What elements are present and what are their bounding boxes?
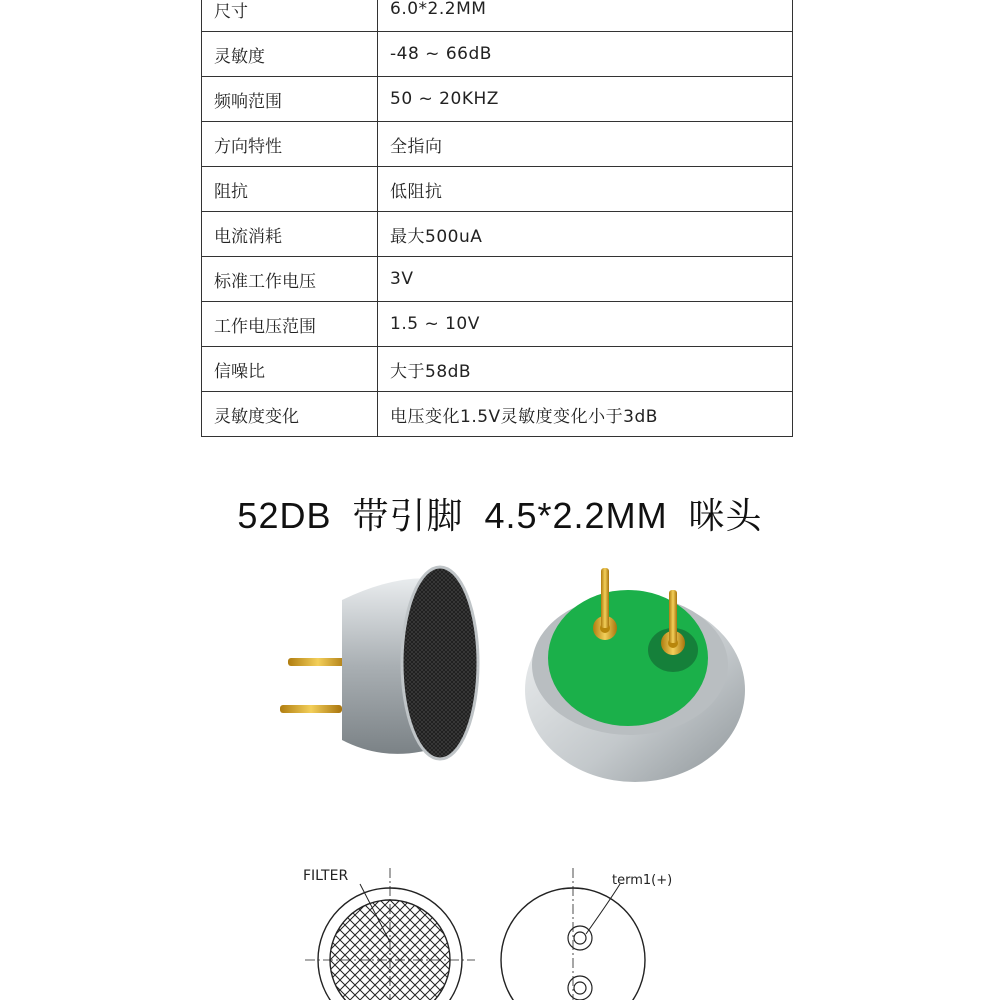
microphone-photo — [240, 540, 800, 820]
spec-value: 3V — [378, 257, 793, 302]
spec-value: 低阻抗 — [378, 167, 793, 212]
spec-row — [202, 167, 793, 212]
spec-label: 频响范围 — [202, 77, 378, 122]
spec-value: 6.0*2.2MM — [378, 0, 793, 32]
spec-label: 尺寸 — [202, 0, 378, 32]
filter-label: FILTER — [303, 868, 349, 884]
spec-value: 50 ~ 20KHZ — [378, 77, 793, 122]
spec-label: 信噪比 — [202, 347, 378, 392]
spec-row — [202, 212, 793, 257]
spec-row — [202, 32, 793, 77]
mic-bottom-view — [525, 568, 745, 782]
spec-label: 阻抗 — [202, 167, 378, 212]
spec-label: 灵敏度 — [202, 32, 378, 77]
spec-row — [202, 0, 793, 32]
spec-row — [202, 257, 793, 302]
spec-table — [201, 0, 793, 437]
spec-value: -48 ~ 66dB — [378, 32, 793, 77]
mic-side-view — [280, 567, 478, 759]
spec-row — [202, 302, 793, 347]
product-title: 52DB 带引脚 4.5*2.2MM 咪头 — [237, 495, 763, 536]
spec-row — [202, 347, 793, 392]
spec-value: 全指向 — [378, 122, 793, 167]
spec-value: 大于58dB — [378, 347, 793, 392]
technical-drawing — [290, 860, 710, 1000]
spec-label: 工作电压范围 — [202, 302, 378, 347]
spec-row — [202, 77, 793, 122]
term1-label: term1(+) — [612, 873, 673, 888]
spec-value: 最大500uA — [378, 212, 793, 257]
spec-label: 电流消耗 — [202, 212, 378, 257]
spec-row — [202, 122, 793, 167]
spec-label: 灵敏度变化 — [202, 392, 378, 437]
spec-label: 方向特性 — [202, 122, 378, 167]
spec-value: 电压变化1.5V灵敏度变化小于3dB — [378, 392, 793, 437]
spec-label: 标准工作电压 — [202, 257, 378, 302]
spec-value: 1.5 ~ 10V — [378, 302, 793, 347]
spec-row — [202, 392, 793, 437]
